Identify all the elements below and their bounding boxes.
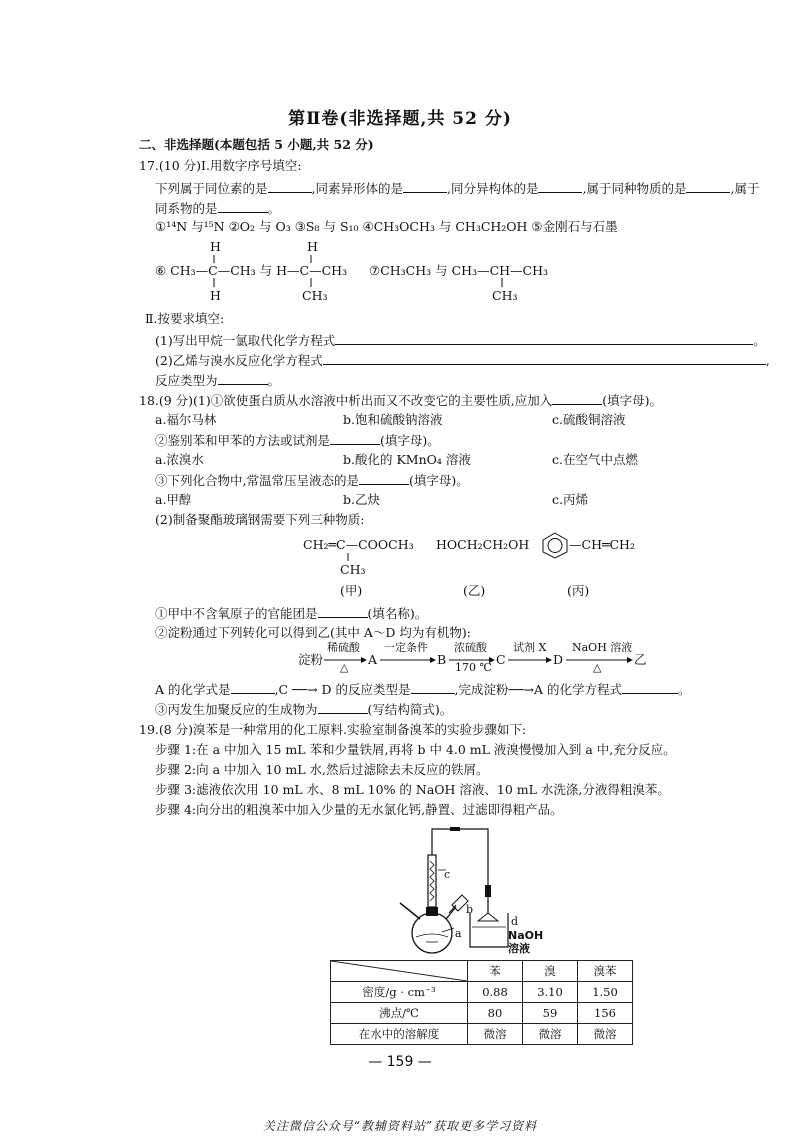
- arrow3-top: 浓硫酸: [454, 641, 487, 654]
- label-c: c: [444, 868, 451, 881]
- chain-b: B: [437, 652, 447, 667]
- struct-line-7: ⑦CH₃CH₃ 与 CH₃—CH—CH₃: [369, 263, 549, 278]
- table-cell: 1.50: [578, 982, 633, 1003]
- struct-ch3-bot-a: CH₃: [302, 288, 328, 303]
- table-header-cell: 溴苯: [578, 961, 633, 982]
- arrow5-top: NaOH 溶液: [572, 641, 633, 654]
- q17-part2-head: Ⅱ.按要求填空:: [145, 311, 225, 326]
- label-a: a: [455, 927, 462, 940]
- struct-h-top-2: H: [307, 239, 318, 254]
- diagonal-line: [331, 961, 467, 981]
- compound-bing: —CH═CH₂: [569, 537, 635, 552]
- q17-part2-3-end: 。: [267, 373, 281, 388]
- q18-head-end: (填字母)。: [602, 393, 663, 408]
- q18-s2q-a: A 的化学式是: [155, 682, 231, 697]
- arrow3-bot: 170 ℃: [455, 661, 492, 674]
- chain-d: D: [553, 652, 564, 667]
- table-cell: 3.10: [523, 982, 578, 1003]
- q17-line1-text-b: ,同素异形体的是: [311, 181, 403, 196]
- table-row: [331, 1003, 633, 1024]
- q18-opt1b: b.饱和硫酸钠溶液: [343, 412, 443, 427]
- q19-step4: 步骤 4:向分出的粗溴苯中加入少量的无水氯化钙,静置、过滤即得粗产品。: [155, 802, 563, 817]
- table-cell: 在水中的溶解度: [331, 1024, 468, 1045]
- arrow4-top: 试剂 X: [513, 641, 547, 654]
- q18-s2-question: [155, 681, 691, 698]
- table-header-row: [331, 961, 633, 982]
- struct-line-6: ⑥ CH₃—C—CH₃ 与 H—C—CH₃: [155, 263, 348, 278]
- q18-opt2c: c.在空气中点燃: [552, 452, 638, 467]
- q18-opt3c: c.丙烯: [552, 492, 588, 507]
- q17-part2-2-text: (2)乙烯与溴水反应化学方程式: [155, 353, 323, 368]
- q17-line1-text-c: ,同分异构体的是: [447, 181, 539, 196]
- table-row: [331, 982, 633, 1003]
- q17-part2-2-end: ,: [765, 353, 770, 368]
- q17-line2-text: 同系物的是: [155, 201, 218, 216]
- answer-blank[interactable]: [231, 681, 275, 694]
- q17-part2-1-end: 。: [753, 333, 766, 348]
- q18-s2q-d: 。: [678, 682, 691, 697]
- q18-opt2b: b.酸化的 KMnO₄ 溶液: [343, 452, 471, 467]
- q18-s1-end: (填名称)。: [367, 606, 428, 621]
- q18-opt3a: a.甲醇: [155, 492, 192, 507]
- compound-jia-sub: CH₃: [340, 562, 366, 577]
- q18-opt1a: a.福尔马林: [155, 412, 217, 427]
- q17-line2-end: 。: [267, 201, 281, 216]
- label-d: d: [511, 915, 519, 928]
- chain-a: A: [368, 652, 378, 667]
- table-cell: 156: [578, 1003, 633, 1024]
- q18-opt1c: c.硫酸铜溶液: [552, 412, 626, 427]
- answer-blank[interactable]: [318, 701, 368, 714]
- table-cell: 微溶: [523, 1024, 578, 1045]
- q18-s3-end: (写结构简式)。: [367, 702, 453, 717]
- q17-head: 17.(10 分)Ⅰ.用数字序号填空:: [139, 158, 302, 173]
- q17-line1-text-e: ,属于: [730, 181, 760, 196]
- label-solution: 溶液: [508, 942, 530, 955]
- label-jia: (甲): [340, 583, 363, 598]
- q18-s3-text: ③丙发生加聚反应的生成物为: [155, 702, 318, 717]
- q18-q3-text: ③下列化合物中,常温常压呈液态的是: [155, 473, 359, 488]
- q19-step3: 步骤 3:滤液依次用 10 mL 水、8 mL 10% 的 NaOH 溶液、10 mL 水洗涤,分液得粗溴苯。: [155, 782, 670, 797]
- q18-opt3b: b.乙炔: [343, 492, 380, 507]
- q17-line1-text-a: 下列属于同位素的是: [155, 181, 268, 196]
- arrow2-top: 一定条件: [384, 641, 428, 654]
- label-b: b: [466, 903, 474, 916]
- compound-yi: HOCH₂CH₂OH: [436, 537, 530, 552]
- struct-h-bot: H: [210, 288, 221, 303]
- q18-part2: (2)制备聚酯玻璃钢需要下列三种物质:: [155, 512, 365, 527]
- table-cell: 密度/g · cm⁻³: [331, 982, 468, 1003]
- table-header-diagonal-cell: [331, 961, 468, 982]
- struct-ch3-bot-b: CH₃: [492, 288, 518, 303]
- paper-section-title: 第Ⅱ卷(非选择题,共 52 分): [288, 109, 512, 129]
- q19-head: 19.(8 分)溴苯是一种常用的化工原料.实验室制备溴苯的实验步骤如下:: [139, 722, 527, 737]
- q18-q2-text: ②鉴别苯和甲苯的方法或试剂是: [155, 433, 331, 448]
- label-bing: (丙): [567, 583, 590, 598]
- footer-note: 关注微信公众号“教辅资料站”获取更多学习资料: [262, 1119, 538, 1133]
- compound-jia: CH₂═C—COOCH₃: [303, 537, 414, 552]
- chain-c: C: [496, 652, 506, 667]
- q18-opt2a: a.浓溴水: [155, 452, 204, 467]
- arrow5-bot: △: [593, 661, 602, 674]
- arrow1-top: 稀硫酸: [327, 641, 360, 654]
- chain-start: 淀粉: [298, 652, 324, 667]
- struct-h-top-1: H: [210, 239, 221, 254]
- q18-s3: [155, 701, 452, 718]
- q18-q2-end: (填字母)。: [380, 433, 440, 448]
- label-yi: (乙): [463, 583, 486, 598]
- chain-end: 乙: [634, 652, 647, 667]
- properties-table: [330, 960, 633, 1045]
- table-row: [331, 1024, 633, 1045]
- q18-s2q-b: ,C ──→ D 的反应类型是: [274, 682, 411, 697]
- q18-s1-text: ①甲中不含氧原子的官能团是: [155, 606, 318, 621]
- table-header-cell: 苯: [468, 961, 523, 982]
- section-heading: 二、非选择题(本题包括 5 小题,共 52 分): [139, 137, 374, 152]
- table-cell: 80: [468, 1003, 523, 1024]
- q17-part2-3-text: 反应类型为: [155, 373, 218, 388]
- q18-head-text: 18.(9 分)(1)①欲使蛋白质从水溶液中析出而又不改变它的主要性质,应加入: [139, 393, 553, 408]
- table-cell: 59: [523, 1003, 578, 1024]
- table-cell: 沸点/℃: [331, 1003, 468, 1024]
- table-header-cell: 溴: [523, 961, 578, 982]
- q17-options: ①¹⁴N 与¹⁵N ②O₂ 与 O₃ ③S₈ 与 S₁₀ ④CH₃OCH₃ 与 CH₃CH₂OH ⑤金刚石与石墨: [155, 219, 618, 234]
- q18-s2: ②淀粉通过下列转化可以得到乙(其中 A～D 均为有机物):: [155, 625, 471, 640]
- q19-step2: 步骤 2:向 a 中加入 10 mL 水,然后过滤除去未反应的铁屑。: [155, 762, 489, 777]
- page-number: — 159 —: [368, 1054, 432, 1070]
- q19-step1: 步骤 1:在 a 中加入 15 mL 苯和少量铁屑,再将 b 中 4.0 mL 液溴慢慢加入到 a 中,充分反应。: [155, 742, 676, 757]
- q18-s2q-c: ,完成淀粉──→A 的化学方程式: [454, 682, 623, 697]
- q17-line1-text-d: ,属于同种物质的是: [582, 181, 687, 196]
- answer-blank[interactable]: [411, 681, 455, 694]
- table-cell: 微溶: [468, 1024, 523, 1045]
- label-naoh: NaOH: [508, 929, 544, 942]
- arrow1-bot: △: [340, 661, 349, 674]
- q18-q3-end: (填字母)。: [408, 473, 469, 488]
- answer-blank[interactable]: [622, 681, 678, 694]
- table-cell: 微溶: [578, 1024, 633, 1045]
- table-cell: 0.88: [468, 982, 523, 1003]
- q17-part2-1-text: (1)写出甲烷一氯取代化学方程式: [155, 333, 336, 348]
